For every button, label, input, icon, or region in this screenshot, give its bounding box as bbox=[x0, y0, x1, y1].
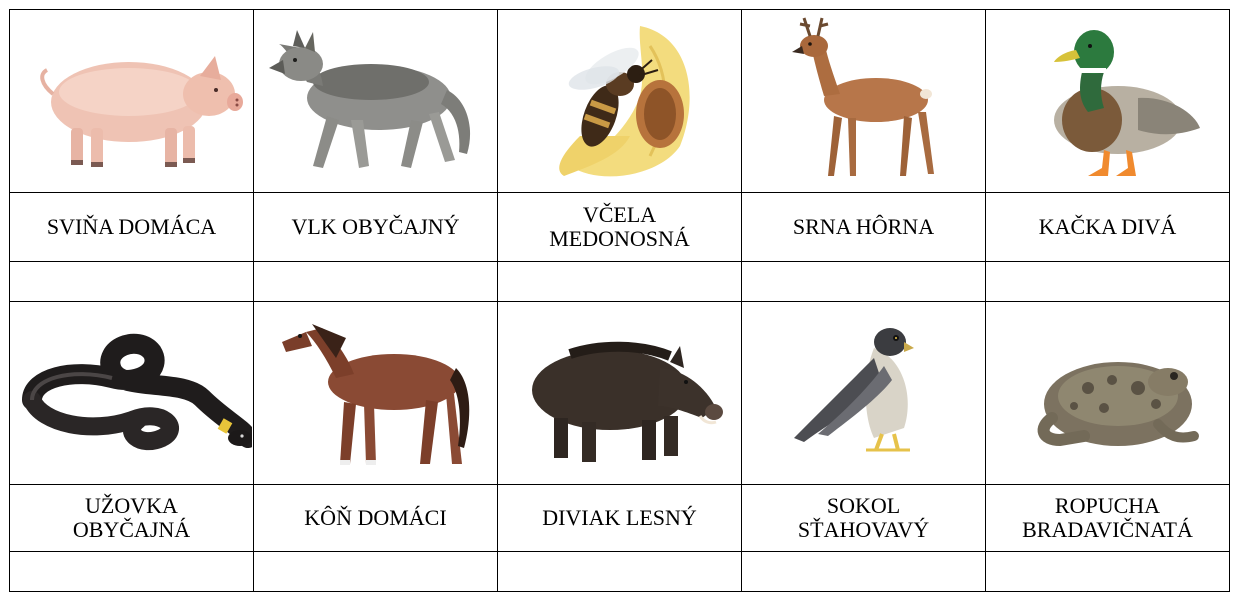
picture-cell bbox=[254, 10, 498, 193]
picture-cell bbox=[742, 10, 986, 193]
picture-cell bbox=[498, 302, 742, 485]
animal-name: VLK OBYČAJNÝ bbox=[291, 214, 460, 239]
name-row bbox=[10, 485, 1230, 552]
blank-cell bbox=[986, 552, 1230, 592]
pig-picture bbox=[17, 16, 247, 186]
animal-name: KÔŇ DOMÁCI bbox=[304, 505, 447, 530]
picture-cell bbox=[986, 302, 1230, 485]
animal-card-table bbox=[9, 9, 1230, 592]
blank-row bbox=[10, 262, 1230, 302]
picture-cell bbox=[10, 302, 254, 485]
animal-name: VČELA MEDONOSNÁ bbox=[549, 202, 690, 251]
blank-cell bbox=[254, 262, 498, 302]
blank-cell bbox=[498, 262, 742, 302]
animal-name: SRNA HÔRNA bbox=[792, 214, 935, 239]
picture-cell bbox=[254, 302, 498, 485]
animal-name: SVIŇA DOMÁCA bbox=[46, 214, 217, 239]
blank-cell bbox=[986, 262, 1230, 302]
blank-cell bbox=[10, 552, 254, 592]
grass-snake-picture bbox=[12, 308, 252, 478]
picture-cell bbox=[742, 302, 986, 485]
animal-name: UŽOVKA OBYČAJNÁ bbox=[72, 493, 191, 542]
name-row bbox=[10, 193, 1230, 262]
name-cell bbox=[254, 193, 498, 262]
horse-picture bbox=[266, 308, 486, 478]
animal-name: KAČKA DIVÁ bbox=[1038, 214, 1177, 239]
animal-name: ROPUCHA BRADAVIČNATÁ bbox=[1022, 493, 1193, 542]
name-cell bbox=[742, 193, 986, 262]
peregrine-falcon-picture bbox=[764, 308, 964, 478]
honey-bee-picture bbox=[520, 16, 720, 186]
name-cell bbox=[498, 193, 742, 262]
roe-deer-picture bbox=[764, 16, 964, 186]
animal-name: SOKOL SŤAHOVAVÝ bbox=[797, 493, 930, 542]
name-cell bbox=[254, 485, 498, 552]
wolf-picture bbox=[261, 16, 491, 186]
blank-cell bbox=[742, 552, 986, 592]
name-cell bbox=[498, 485, 742, 552]
name-cell bbox=[986, 485, 1230, 552]
picture-cell bbox=[986, 10, 1230, 193]
name-cell bbox=[10, 485, 254, 552]
toad-picture bbox=[1008, 308, 1208, 478]
blank-row bbox=[10, 552, 1230, 592]
picture-cell bbox=[498, 10, 742, 193]
image-row bbox=[10, 10, 1230, 193]
blank-cell bbox=[742, 262, 986, 302]
picture-cell bbox=[10, 10, 254, 193]
wild-boar-picture bbox=[510, 308, 730, 478]
name-cell bbox=[742, 485, 986, 552]
blank-cell bbox=[498, 552, 742, 592]
name-cell bbox=[10, 193, 254, 262]
mallard-duck-picture bbox=[1008, 16, 1208, 186]
blank-cell bbox=[10, 262, 254, 302]
name-cell bbox=[986, 193, 1230, 262]
image-row bbox=[10, 302, 1230, 485]
blank-cell bbox=[254, 552, 498, 592]
animal-name: DIVIAK LESNÝ bbox=[542, 505, 697, 530]
